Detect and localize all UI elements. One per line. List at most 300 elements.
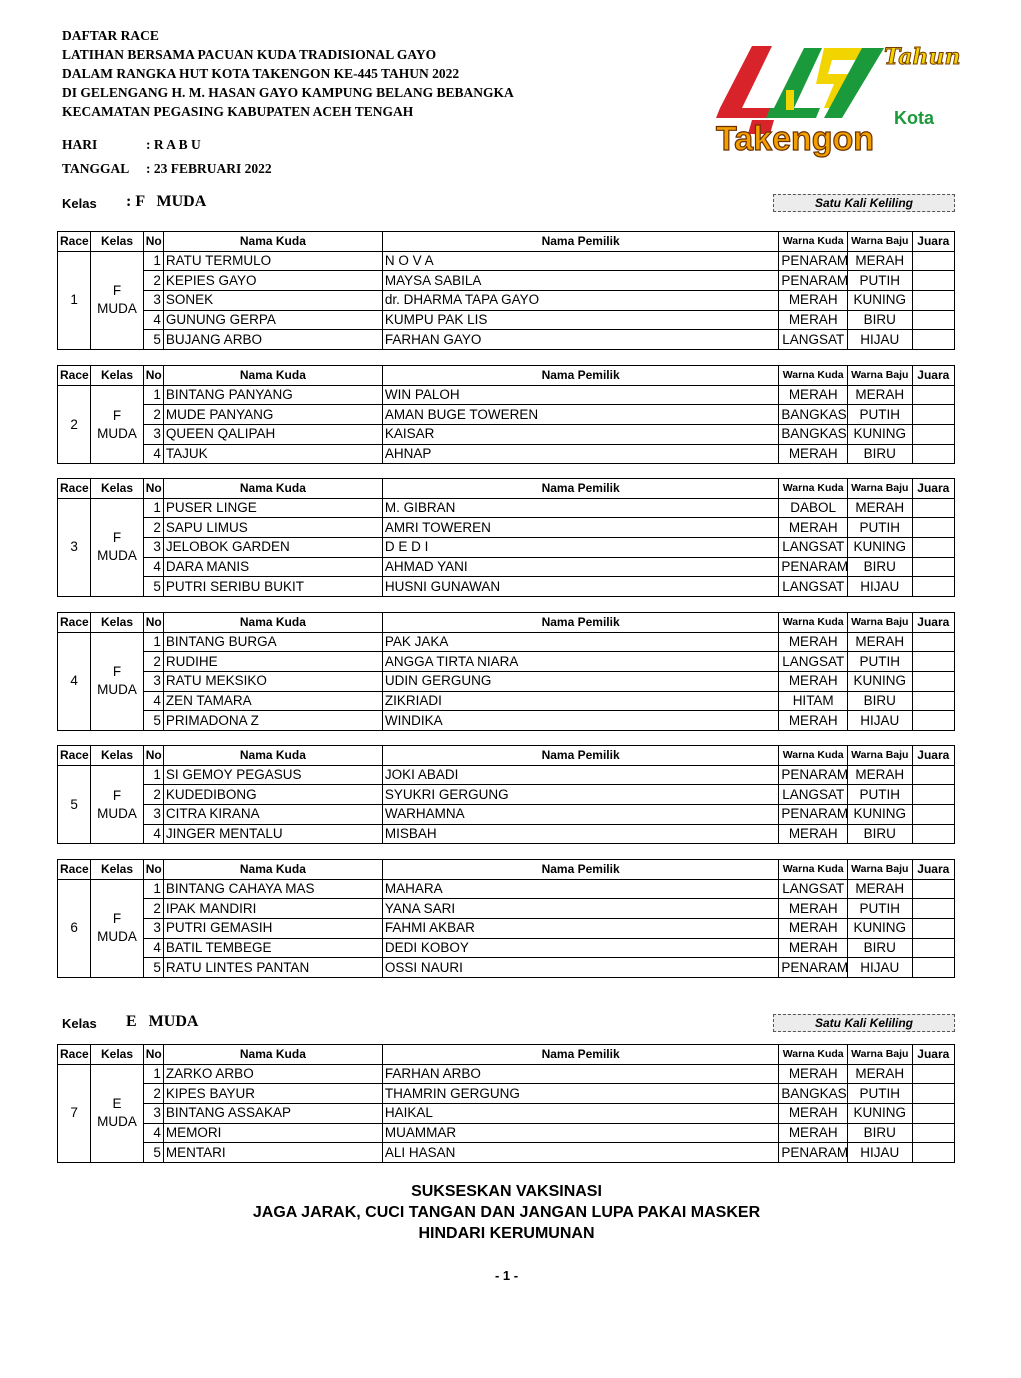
table-row xyxy=(58,271,955,291)
horse-color: DABOL xyxy=(779,498,848,518)
table-row xyxy=(58,518,955,538)
entry-no: 5 xyxy=(143,958,163,978)
horse-color: MERAH xyxy=(779,824,848,844)
owner-name: WIN PALOH xyxy=(382,385,779,405)
table-row xyxy=(58,405,955,425)
entry-no: 4 xyxy=(143,310,163,330)
shirt-color: BIRU xyxy=(848,1123,913,1143)
column-header: Juara xyxy=(912,1045,954,1065)
horse-name: IPAK MANDIRI xyxy=(163,899,382,919)
winner-cell xyxy=(912,251,954,271)
race-number: 2 xyxy=(58,385,91,464)
entry-no: 2 xyxy=(143,271,163,291)
entry-no: 3 xyxy=(143,538,163,558)
winner-cell xyxy=(912,291,954,311)
race-kelas xyxy=(91,632,143,730)
winner-cell xyxy=(912,498,954,518)
page-number: - 1 - xyxy=(494,1268,519,1283)
column-header: Kelas xyxy=(91,232,143,252)
horse-color: LANGSAT xyxy=(779,652,848,672)
column-header: Kelas xyxy=(91,479,143,499)
table-row xyxy=(58,1143,955,1163)
horse-color: MERAH xyxy=(779,1123,848,1143)
horse-color: MERAH xyxy=(779,672,848,692)
winner-cell xyxy=(912,672,954,692)
shirt-color: KUNING xyxy=(848,1104,913,1124)
race-kelas xyxy=(91,879,143,977)
owner-name: THAMRIN GERGUNG xyxy=(382,1084,779,1104)
column-header: Warna Baju xyxy=(848,613,913,633)
column-header: Juara xyxy=(912,746,954,766)
horse-name: ZEN TAMARA xyxy=(163,691,382,711)
horse-name: PUSER LINGE xyxy=(163,498,382,518)
entry-no: 1 xyxy=(143,251,163,271)
owner-name: YANA SARI xyxy=(382,899,779,919)
winner-cell xyxy=(912,1064,954,1084)
horse-name: KIPES BAYUR xyxy=(163,1084,382,1104)
horse-color: PENARAM xyxy=(779,805,848,825)
hari-row xyxy=(62,137,201,153)
entry-no: 5 xyxy=(143,577,163,597)
table-row xyxy=(58,251,955,271)
column-header: Nama Pemilik xyxy=(382,1045,779,1065)
horse-color: BANGKAS xyxy=(779,425,848,445)
horse-name: RUDIHE xyxy=(163,652,382,672)
column-header: Nama Pemilik xyxy=(382,232,779,252)
column-header: Kelas xyxy=(91,613,143,633)
owner-name: WINDIKA xyxy=(382,711,779,731)
entry-no: 2 xyxy=(143,899,163,919)
shirt-color: BIRU xyxy=(848,691,913,711)
horse-name: BUJANG ARBO xyxy=(163,330,382,350)
column-header: Nama Pemilik xyxy=(382,479,779,499)
owner-name: FARHAN GAYO xyxy=(382,330,779,350)
shirt-color: MERAH xyxy=(848,765,913,785)
race-number: 3 xyxy=(58,498,91,596)
horse-name: JELOBOK GARDEN xyxy=(163,538,382,558)
horse-name: GUNUNG GERPA xyxy=(163,310,382,330)
horse-color: MERAH xyxy=(779,385,848,405)
table-row xyxy=(58,425,955,445)
logo-kota-text: Kota xyxy=(894,108,934,128)
tanggal-label: TANGGAL xyxy=(62,161,130,176)
entry-no: 5 xyxy=(143,1143,163,1163)
kelas-category: MUDA xyxy=(97,425,137,441)
owner-name: AHNAP xyxy=(382,444,779,464)
horse-name: PUTRI SERIBU BUKIT xyxy=(163,577,382,597)
shirt-color: KUNING xyxy=(848,805,913,825)
winner-cell xyxy=(912,958,954,978)
kelas-letter: F xyxy=(112,787,122,803)
footer-line: SUKSESKAN VAKSINASI xyxy=(411,1183,602,1200)
horse-name: BINTANG CAHAYA MAS xyxy=(163,879,382,899)
kelas-letter: F xyxy=(112,530,122,546)
table-row xyxy=(58,1084,955,1104)
entry-no: 4 xyxy=(143,1123,163,1143)
horse-name: KEPIES GAYO xyxy=(163,271,382,291)
horse-color: MERAH xyxy=(779,1064,848,1084)
entry-no: 4 xyxy=(143,938,163,958)
race-table xyxy=(57,1044,955,1163)
race-table xyxy=(57,859,955,978)
table-row xyxy=(58,291,955,311)
shirt-color: PUTIH xyxy=(848,1084,913,1104)
race-kelas xyxy=(91,1064,143,1162)
winner-cell xyxy=(912,824,954,844)
horse-name: RATU LINTES PANTAN xyxy=(163,958,382,978)
shirt-color: MERAH xyxy=(848,498,913,518)
horse-name: JINGER MENTALU xyxy=(163,824,382,844)
table-header-row xyxy=(58,746,955,766)
kelas-row xyxy=(62,194,955,214)
owner-name: M. GIBRAN xyxy=(382,498,779,518)
entry-no: 2 xyxy=(143,518,163,538)
winner-cell xyxy=(912,879,954,899)
race-number: 7 xyxy=(58,1064,91,1162)
shirt-color: HIJAU xyxy=(848,958,913,978)
owner-name: MISBAH xyxy=(382,824,779,844)
tanggal-value: : 23 FEBRUARI 2022 xyxy=(146,161,272,176)
horse-name: TAJUK xyxy=(163,444,382,464)
horse-color: MERAH xyxy=(779,444,848,464)
column-header: Race xyxy=(58,746,91,766)
footer-message xyxy=(0,1181,1013,1244)
table-row xyxy=(58,652,955,672)
winner-cell xyxy=(912,1123,954,1143)
entry-no: 4 xyxy=(143,444,163,464)
entry-no: 2 xyxy=(143,1084,163,1104)
horse-name: SONEK xyxy=(163,291,382,311)
entry-no: 2 xyxy=(143,785,163,805)
column-header: Nama Kuda xyxy=(163,613,382,633)
owner-name: ZIKRIADI xyxy=(382,691,779,711)
column-header: Kelas xyxy=(91,860,143,880)
owner-name: AMRI TOWEREN xyxy=(382,518,779,538)
hari-label: HARI xyxy=(62,137,98,152)
kelas-letter: F xyxy=(112,283,122,299)
owner-name: MUAMMAR xyxy=(382,1123,779,1143)
race-number: 4 xyxy=(58,632,91,730)
horse-name: BINTANG BURGA xyxy=(163,632,382,652)
horse-name: CITRA KIRANA xyxy=(163,805,382,825)
shirt-color: PUTIH xyxy=(848,405,913,425)
column-header: Race xyxy=(58,1045,91,1065)
entry-no: 1 xyxy=(143,1064,163,1084)
shirt-color: PUTIH xyxy=(848,652,913,672)
column-header: No xyxy=(143,613,163,633)
race-table xyxy=(57,365,955,464)
owner-name: UDIN GERGUNG xyxy=(382,672,779,692)
column-header: Warna Baju xyxy=(848,366,913,386)
shirt-color: PUTIH xyxy=(848,899,913,919)
winner-cell xyxy=(912,405,954,425)
entry-no: 5 xyxy=(143,711,163,731)
winner-cell xyxy=(912,691,954,711)
kelas-category: MUDA xyxy=(97,929,137,945)
owner-name: FARHAN ARBO xyxy=(382,1064,779,1084)
race-number: 6 xyxy=(58,879,91,977)
shirt-color: PUTIH xyxy=(848,518,913,538)
horse-name: PUTRI GEMASIH xyxy=(163,919,382,939)
header-line: KECAMATAN PEGASING KABUPATEN ACEH TENGAH xyxy=(62,104,414,119)
horse-color: HITAM xyxy=(779,691,848,711)
race-distance-box: Satu Kali Keliling xyxy=(773,194,955,212)
winner-cell xyxy=(912,938,954,958)
column-header: Warna Kuda xyxy=(779,232,848,252)
entry-no: 3 xyxy=(143,291,163,311)
column-header: Race xyxy=(58,479,91,499)
column-header: Juara xyxy=(912,232,954,252)
winner-cell xyxy=(912,538,954,558)
table-header-row xyxy=(58,1045,955,1065)
horse-color: PENARAM xyxy=(779,765,848,785)
column-header: Nama Kuda xyxy=(163,366,382,386)
owner-name: MAYSA SABILA xyxy=(382,271,779,291)
hut-445-takengon-logo xyxy=(712,38,961,158)
column-header: Juara xyxy=(912,613,954,633)
horse-color: LANGSAT xyxy=(779,879,848,899)
table-row xyxy=(58,385,955,405)
shirt-color: BIRU xyxy=(848,444,913,464)
table-row xyxy=(58,672,955,692)
horse-color: MERAH xyxy=(779,938,848,958)
table-row xyxy=(58,310,955,330)
shirt-color: BIRU xyxy=(848,310,913,330)
column-header: Warna Baju xyxy=(848,1045,913,1065)
document-header xyxy=(62,26,514,121)
owner-name: PAK JAKA xyxy=(382,632,779,652)
shirt-color: HIJAU xyxy=(848,711,913,731)
shirt-color: HIJAU xyxy=(848,577,913,597)
column-header: No xyxy=(143,479,163,499)
owner-name: OSSI NAURI xyxy=(382,958,779,978)
table-row xyxy=(58,557,955,577)
shirt-color: KUNING xyxy=(848,425,913,445)
shirt-color: MERAH xyxy=(848,879,913,899)
column-header: Warna Baju xyxy=(848,479,913,499)
column-header: Warna Baju xyxy=(848,746,913,766)
entry-no: 2 xyxy=(143,652,163,672)
table-row xyxy=(58,330,955,350)
winner-cell xyxy=(912,632,954,652)
shirt-color: KUNING xyxy=(848,291,913,311)
column-header: Nama Pemilik xyxy=(382,613,779,633)
column-header: No xyxy=(143,1045,163,1065)
race-kelas xyxy=(91,765,143,844)
column-header: Warna Kuda xyxy=(779,613,848,633)
column-header: Nama Pemilik xyxy=(382,860,779,880)
horse-color: PENARAM xyxy=(779,271,848,291)
winner-cell xyxy=(912,1143,954,1163)
header-line: DI GELENGANG H. M. HASAN GAYO KAMPUNG BELANG BEBANGKA xyxy=(62,85,514,100)
column-header: Warna Kuda xyxy=(779,1045,848,1065)
winner-cell xyxy=(912,385,954,405)
owner-name: AMAN BUGE TOWEREN xyxy=(382,405,779,425)
entry-no: 1 xyxy=(143,385,163,405)
horse-name: DARA MANIS xyxy=(163,557,382,577)
horse-color: MERAH xyxy=(779,899,848,919)
owner-name: MAHARA xyxy=(382,879,779,899)
column-header: Kelas xyxy=(91,746,143,766)
winner-cell xyxy=(912,785,954,805)
kelas-letter: E xyxy=(112,1096,122,1112)
column-header: Nama Kuda xyxy=(163,1045,382,1065)
header-line: LATIHAN BERSAMA PACUAN KUDA TRADISIONAL GAYO xyxy=(62,47,437,62)
shirt-color: MERAH xyxy=(848,1064,913,1084)
horse-color: LANGSAT xyxy=(779,785,848,805)
kelas-letter: F xyxy=(112,407,122,423)
shirt-color: MERAH xyxy=(848,632,913,652)
column-header: Warna Baju xyxy=(848,232,913,252)
winner-cell xyxy=(912,518,954,538)
horse-name: ZARKO ARBO xyxy=(163,1064,382,1084)
kelas-row xyxy=(62,1014,955,1034)
owner-name: KAISAR xyxy=(382,425,779,445)
column-header: Juara xyxy=(912,860,954,880)
race-table xyxy=(57,231,955,350)
horse-color: MERAH xyxy=(779,711,848,731)
table-row xyxy=(58,498,955,518)
column-header: Warna Kuda xyxy=(779,479,848,499)
table-header-row xyxy=(58,479,955,499)
race-table xyxy=(57,478,955,597)
horse-name: MUDE PANYANG xyxy=(163,405,382,425)
owner-name: SYUKRI GERGUNG xyxy=(382,785,779,805)
horse-name: RATU TERMULO xyxy=(163,251,382,271)
column-header: Juara xyxy=(912,366,954,386)
table-row xyxy=(58,958,955,978)
owner-name: ANGGA TIRTA NIARA xyxy=(382,652,779,672)
horse-color: PENARAM xyxy=(779,251,848,271)
table-row xyxy=(58,444,955,464)
horse-name: BATIL TEMBEGE xyxy=(163,938,382,958)
kelas-category: MUDA xyxy=(97,805,137,821)
winner-cell xyxy=(912,652,954,672)
horse-color: LANGSAT xyxy=(779,577,848,597)
shirt-color: MERAH xyxy=(848,385,913,405)
entry-no: 4 xyxy=(143,691,163,711)
kelas-category: MUDA xyxy=(97,301,137,317)
horse-name: SAPU LIMUS xyxy=(163,518,382,538)
horse-name: PRIMADONA Z xyxy=(163,711,382,731)
table-row xyxy=(58,1123,955,1143)
race-table xyxy=(57,745,955,844)
header-line: DALAM RANGKA HUT KOTA TAKENGON KE-445 TAHUN 2022 xyxy=(62,66,460,81)
winner-cell xyxy=(912,899,954,919)
winner-cell xyxy=(912,1104,954,1124)
kelas-label: Kelas xyxy=(62,196,97,211)
race-number: 1 xyxy=(58,251,91,349)
column-header: Kelas xyxy=(91,366,143,386)
winner-cell xyxy=(912,444,954,464)
entry-no: 4 xyxy=(143,557,163,577)
shirt-color: MERAH xyxy=(848,251,913,271)
hari-value: : R A B U xyxy=(146,137,201,152)
horse-color: MERAH xyxy=(779,518,848,538)
horse-name: KUDEDIBONG xyxy=(163,785,382,805)
owner-name: KUMPU PAK LIS xyxy=(382,310,779,330)
horse-color: MERAH xyxy=(779,1104,848,1124)
winner-cell xyxy=(912,711,954,731)
table-row xyxy=(58,879,955,899)
entry-no: 1 xyxy=(143,879,163,899)
table-row xyxy=(58,919,955,939)
table-header-row xyxy=(58,232,955,252)
entry-no: 1 xyxy=(143,632,163,652)
table-row xyxy=(58,1104,955,1124)
column-header: Race xyxy=(58,613,91,633)
owner-name: ALI HASAN xyxy=(382,1143,779,1163)
horse-color: MERAH xyxy=(779,310,848,330)
owner-name: DEDI KOBOY xyxy=(382,938,779,958)
column-header: Warna Kuda xyxy=(779,366,848,386)
table-row xyxy=(58,805,955,825)
header-line: DAFTAR RACE xyxy=(62,28,159,43)
horse-color: MERAH xyxy=(779,632,848,652)
horse-color: MERAH xyxy=(779,291,848,311)
shirt-color: BIRU xyxy=(848,824,913,844)
horse-color: PENARAM xyxy=(779,557,848,577)
table-row xyxy=(58,1064,955,1084)
column-header: Race xyxy=(58,860,91,880)
horse-name: BINTANG ASSAKAP xyxy=(163,1104,382,1124)
entry-no: 4 xyxy=(143,824,163,844)
horse-color: MERAH xyxy=(779,919,848,939)
owner-name: WARHAMNA xyxy=(382,805,779,825)
shirt-color: KUNING xyxy=(848,672,913,692)
column-header: Nama Pemilik xyxy=(382,366,779,386)
horse-name: QUEEN QALIPAH xyxy=(163,425,382,445)
entry-no: 1 xyxy=(143,498,163,518)
column-header: Warna Kuda xyxy=(779,860,848,880)
shirt-color: HIJAU xyxy=(848,330,913,350)
entry-no: 3 xyxy=(143,919,163,939)
column-header: Nama Kuda xyxy=(163,746,382,766)
table-header-row xyxy=(58,613,955,633)
entry-no: 3 xyxy=(143,805,163,825)
column-header: Nama Kuda xyxy=(163,860,382,880)
horse-color: LANGSAT xyxy=(779,330,848,350)
table-row xyxy=(58,538,955,558)
kelas-letter: F xyxy=(112,911,122,927)
owner-name: HAIKAL xyxy=(382,1104,779,1124)
column-header: No xyxy=(143,746,163,766)
column-header: Nama Pemilik xyxy=(382,746,779,766)
kelas-name: E MUDA xyxy=(126,1013,199,1030)
shirt-color: HIJAU xyxy=(848,1143,913,1163)
horse-name: MENTARI xyxy=(163,1143,382,1163)
shirt-color: BIRU xyxy=(848,938,913,958)
entry-no: 5 xyxy=(143,330,163,350)
owner-name: D E D I xyxy=(382,538,779,558)
column-header: No xyxy=(143,232,163,252)
horse-color: BANGKAS xyxy=(779,1084,848,1104)
winner-cell xyxy=(912,765,954,785)
table-row xyxy=(58,899,955,919)
kelas-category: MUDA xyxy=(97,548,137,564)
logo-name-text: Takengon xyxy=(716,120,875,158)
winner-cell xyxy=(912,805,954,825)
entry-no: 3 xyxy=(143,672,163,692)
winner-cell xyxy=(912,330,954,350)
column-header: Race xyxy=(58,366,91,386)
column-header: Kelas xyxy=(91,1045,143,1065)
owner-name: FAHMI AKBAR xyxy=(382,919,779,939)
column-header: Warna Kuda xyxy=(779,746,848,766)
owner-name: AHMAD YANI xyxy=(382,557,779,577)
winner-cell xyxy=(912,557,954,577)
table-row xyxy=(58,632,955,652)
